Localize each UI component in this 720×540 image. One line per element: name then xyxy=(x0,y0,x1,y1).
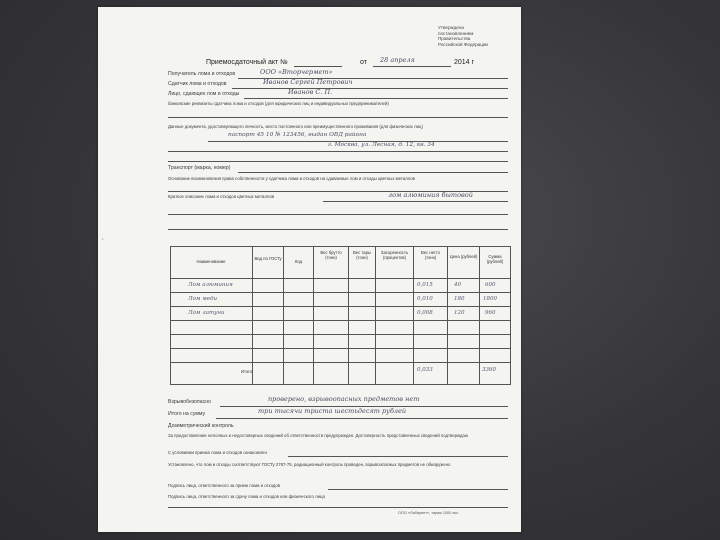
table-header: Вид по ГОСТу xyxy=(254,256,282,261)
row-sum: 960 xyxy=(485,310,496,316)
row-net: 0,015 xyxy=(417,282,433,288)
row-name: Лом алюминия xyxy=(188,282,233,288)
total-net: 0,033 xyxy=(417,367,433,373)
id-doc-label: Данные документа, удостоверяющего личность, место постоянного или преимущественного проживания (для физических лиц) xyxy=(168,124,423,129)
table-border xyxy=(170,384,510,385)
table-border xyxy=(510,246,511,385)
table-border xyxy=(479,246,480,385)
id-doc-line-2 xyxy=(168,151,508,152)
person-label: Лицо, сдающее лом и отходы xyxy=(168,91,240,97)
seller-value: Иванов Сергей Петрович xyxy=(263,78,353,86)
corner-line: постановлением xyxy=(438,30,474,36)
table-border xyxy=(252,246,253,385)
row-net: 0,008 xyxy=(417,310,433,316)
explosive-value: проверено, взрывоопасных предметов нет xyxy=(268,395,420,403)
table-header: Код xyxy=(294,259,303,264)
table-border xyxy=(170,306,510,307)
total-label: Итого xyxy=(241,369,252,374)
sign-seller-label: Подпись лица, ответственного за сдачу лома и отходов или физического лица xyxy=(168,494,325,499)
table-header: Цена (рублей) xyxy=(449,254,478,259)
sign-seller-line xyxy=(168,507,508,508)
blank-line xyxy=(168,229,508,230)
receiver-label: Получатель лома и отходов xyxy=(168,71,236,77)
total-words-line xyxy=(216,418,508,419)
gost-note: Установлено, что лом и отходы соответствуют ГОСТу 2787-75, радиационный контроль проведен, взрывоопасных предметов не обнаружено xyxy=(168,462,451,467)
table-border xyxy=(348,246,349,385)
person-value: Иванов С. П. xyxy=(288,88,333,96)
blank-line xyxy=(168,161,508,162)
seller-line xyxy=(232,88,508,89)
year: 2014 г xyxy=(454,59,475,66)
total-sum: 3360 xyxy=(482,367,496,373)
table-border xyxy=(170,348,510,349)
bank-details-label: банковские реквизиты сдатчика лома и отходов (для юридических лиц и индивидуальных предпринимателей) xyxy=(168,101,389,106)
id-doc-value: паспорт 45 10 № 123456, выдан ОВД района xyxy=(228,132,367,138)
table-header: Засоренность (процентов) xyxy=(380,250,409,260)
metal-type-line xyxy=(323,201,508,202)
table-border xyxy=(170,246,171,385)
zone-label: Дозиметрический контроль xyxy=(168,423,234,429)
corner-line: Российской Федерации xyxy=(438,42,488,48)
row-sum: 1800 xyxy=(483,296,497,302)
row-price: 180 xyxy=(454,296,465,302)
person-line xyxy=(244,98,508,99)
table-border xyxy=(170,246,510,247)
date-prefix: от xyxy=(360,59,367,66)
table-border xyxy=(447,246,448,385)
total-words-value: три тысячи триста шестьдесят рублей xyxy=(258,407,407,415)
items-table xyxy=(170,246,510,385)
document-page xyxy=(98,7,521,532)
consent-text: С условиями приема лома и отходов ознакомлен xyxy=(168,450,267,455)
table-header: Сумма (рублей) xyxy=(486,254,504,264)
blank-line xyxy=(168,117,508,118)
corner-line: Утверждена xyxy=(438,25,464,30)
consent-line xyxy=(288,456,508,457)
blank-line xyxy=(168,214,508,215)
transport-label: Транспорт (марка, номер) xyxy=(168,165,231,171)
explosive-label: Взрывобезопасно xyxy=(168,399,211,405)
table-border xyxy=(375,246,376,385)
row-name: Лом латуни xyxy=(188,310,225,316)
date-value: 28 апреля xyxy=(380,56,415,64)
total-words-label: Итого на сумму xyxy=(168,411,206,417)
id-doc-value-2: г. Москва, ул. Лесная, д. 12, кв. 34 xyxy=(328,142,435,148)
number-line xyxy=(294,66,342,67)
document-title: Приемосдаточный акт № xyxy=(206,59,288,66)
responsibility-text: За предоставление неполных и недостоверных сведений об ответственности предупрежден. Достоверность представленных сведений подтверждаю xyxy=(168,433,469,438)
margin-dot: • xyxy=(102,236,104,241)
table-header: Вес тары (тонн) xyxy=(353,250,371,260)
date-line xyxy=(373,66,451,67)
table-border xyxy=(170,362,510,363)
corner-note xyxy=(438,25,518,48)
row-price: 120 xyxy=(454,310,465,316)
seller-label: Сдатчик лома и отходов xyxy=(168,81,227,87)
metal-type-value: лом алюминия бытовой xyxy=(388,191,473,199)
ownership-label: Основание возникновения права собственности у сдатчика лома и отходов на сдаваемые лом и отходы цветных металлов xyxy=(168,176,415,181)
table-border xyxy=(413,246,414,385)
table-border xyxy=(170,278,510,279)
table-border xyxy=(313,246,314,385)
corner-line: Правительства xyxy=(438,36,471,42)
table-border xyxy=(283,246,284,385)
table-border xyxy=(170,320,510,321)
table-header: Вес брутто (тонн) xyxy=(320,250,342,260)
sign-responsible-line xyxy=(328,489,508,490)
sign-responsible-label: Подпись лица, ответственного за прием лома и отходов xyxy=(168,483,281,488)
transport-line xyxy=(238,172,508,173)
print-note: ООО «Лабиринт», тираж 1000 экз. xyxy=(398,511,459,515)
row-price: 40 xyxy=(454,282,461,288)
table-header: Наименование xyxy=(196,259,226,264)
row-name: Лом меди xyxy=(188,296,218,302)
receiver-value: ООО «Вторчермет» xyxy=(260,68,333,76)
table-header: Вес нетто (тонн) xyxy=(421,250,440,260)
table-border xyxy=(170,334,510,335)
row-net: 0,010 xyxy=(417,296,433,302)
row-sum: 600 xyxy=(485,282,496,288)
table-border xyxy=(170,292,510,293)
metal-type-label: Краткое описание лома и отходов цветных металлов xyxy=(168,194,275,199)
